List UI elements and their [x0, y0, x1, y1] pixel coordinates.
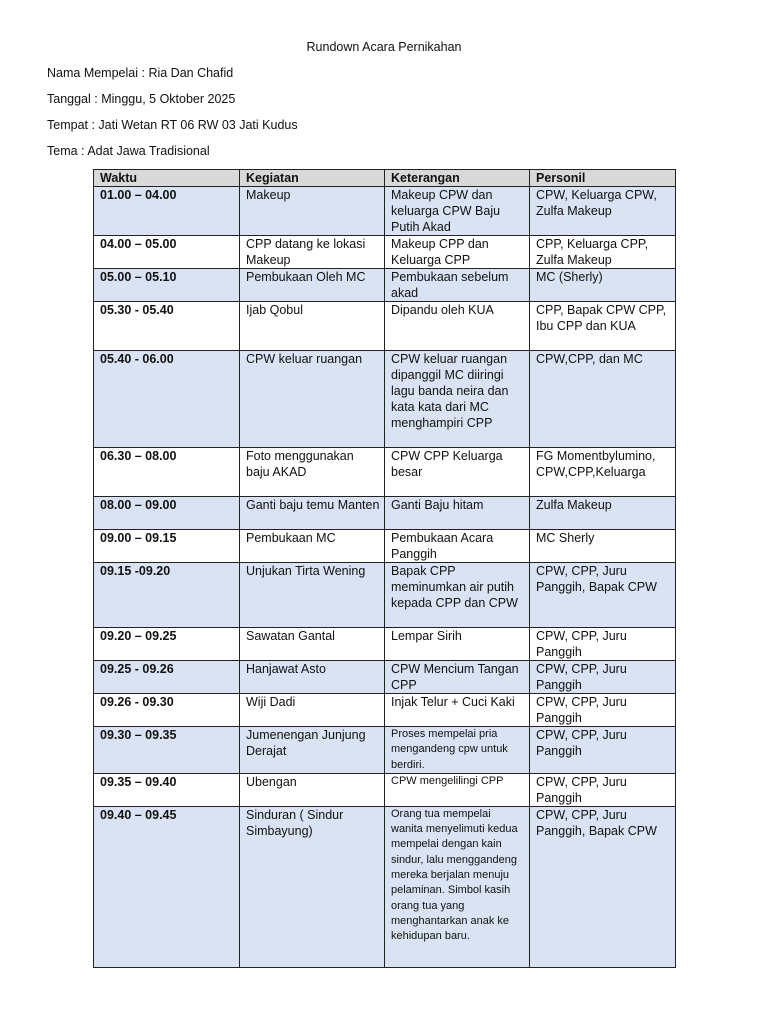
cell-keterangan: Makeup CPP dan Keluarga CPP [385, 236, 530, 269]
meta-tema [47, 144, 210, 158]
table-row [94, 773, 676, 806]
cell-kegiatan: Unjukan Tirta Wening [240, 563, 385, 628]
meta-label: Nama Mempelai [47, 66, 139, 80]
cell-kegiatan: Sawatan Gantal [240, 628, 385, 661]
cell-keterangan: CPW keluar ruangan dipanggil MC diiringi lagu banda neira dan kata kata dari MC menghampiri CPP [385, 351, 530, 448]
cell-kegiatan: CPP datang ke lokasi Makeup [240, 236, 385, 269]
table-row [94, 448, 676, 497]
cell-kegiatan: Wiji Dadi [240, 694, 385, 727]
cell-personil: CPW, CPP, Juru Panggih [530, 773, 676, 806]
cell-waktu: 09.25 - 09.26 [94, 661, 240, 694]
cell-personil: MC (Sherly) [530, 269, 676, 302]
rundown-table [93, 169, 676, 968]
cell-kegiatan: Ijab Qobul [240, 302, 385, 351]
cell-personil: MC Sherly [530, 530, 676, 563]
cell-personil: CPW, Keluarga CPW, Zulfa Makeup [530, 187, 676, 236]
cell-kegiatan: Pembukaan Oleh MC [240, 269, 385, 302]
header-personil: Personil [530, 170, 676, 187]
cell-waktu: 09.15 -09.20 [94, 563, 240, 628]
meta-tanggal [47, 92, 235, 106]
cell-keterangan: CPW Mencium Tangan CPP [385, 661, 530, 694]
table-row [94, 269, 676, 302]
cell-waktu: 05.40 - 06.00 [94, 351, 240, 448]
cell-personil: CPW, CPP, Juru Panggih [530, 694, 676, 727]
table-header-row [94, 170, 676, 187]
cell-waktu: 09.26 - 09.30 [94, 694, 240, 727]
cell-personil: CPW, CPP, Juru Panggih [530, 628, 676, 661]
cell-keterangan: Proses mempelai pria mengandeng cpw untuk berdiri. [385, 727, 530, 774]
meta-label: Tempat [47, 118, 88, 132]
cell-personil: CPW, CPP, Juru Panggih, Bapak CPW [530, 563, 676, 628]
meta-value: Minggu, 5 Oktober 2025 [101, 92, 236, 106]
header-waktu: Waktu [94, 170, 240, 187]
cell-personil: FG Momentbylumino, CPW,CPP,Keluarga [530, 448, 676, 497]
cell-keterangan: CPW mengelilingi CPP [385, 773, 530, 806]
meta-label: Tanggal [47, 92, 91, 106]
table-row [94, 187, 676, 236]
cell-keterangan: Orang tua mempelai wanita menyelimuti kedua mempelai dengan kain sindur, lalu menggandeng mereka berjalan menuju pelaminan. Simbol kasih orang tua yang menghantarkan anak ke kehidupan baru. [385, 806, 530, 967]
meta-value: Adat Jawa Tradisional [87, 144, 210, 158]
cell-waktu: 05.30 - 05.40 [94, 302, 240, 351]
table-row [94, 628, 676, 661]
cell-keterangan: Ganti Baju hitam [385, 497, 530, 530]
table-row [94, 727, 676, 774]
cell-kegiatan: Foto menggunakan baju AKAD [240, 448, 385, 497]
meta-separator: : [77, 144, 88, 158]
cell-personil: CPW, CPP, Juru Panggih, Bapak CPW [530, 806, 676, 967]
table-row [94, 530, 676, 563]
cell-personil: CPW, CPP, Juru Panggih [530, 727, 676, 774]
meta-separator: : [90, 92, 102, 106]
meta-separator: : [88, 118, 99, 132]
meta-value: Jati Wetan RT 06 RW 03 Jati Kudus [98, 118, 298, 132]
cell-personil: CPW,CPP, dan MC [530, 351, 676, 448]
cell-kegiatan: Jumenengan Junjung Derajat [240, 727, 385, 774]
cell-keterangan: Dipandu oleh KUA [385, 302, 530, 351]
cell-kegiatan: Makeup [240, 187, 385, 236]
cell-waktu: 08.00 – 09.00 [94, 497, 240, 530]
cell-waktu: 09.00 – 09.15 [94, 530, 240, 563]
cell-kegiatan: Sinduran ( Sindur Simbayung) [240, 806, 385, 967]
table-row [94, 806, 676, 967]
cell-keterangan: Injak Telur + Cuci Kaki [385, 694, 530, 727]
cell-kegiatan: Ubengan [240, 773, 385, 806]
meta-value: Ria Dan Chafid [148, 66, 234, 80]
cell-waktu: 09.20 – 09.25 [94, 628, 240, 661]
meta-separator: : [138, 66, 149, 80]
table-row [94, 497, 676, 530]
cell-waktu: 09.40 – 09.45 [94, 806, 240, 967]
cell-kegiatan: Ganti baju temu Manten [240, 497, 385, 530]
cell-personil: CPW, CPP, Juru Panggih [530, 661, 676, 694]
table-row [94, 661, 676, 694]
cell-keterangan: Bapak CPP meminumkan air putih kepada CPP dan CPW [385, 563, 530, 628]
cell-kegiatan: Hanjawat Asto [240, 661, 385, 694]
cell-waktu: 09.30 – 09.35 [94, 727, 240, 774]
cell-waktu: 06.30 – 08.00 [94, 448, 240, 497]
cell-keterangan: Pembukaan sebelum akad [385, 269, 530, 302]
header-keterangan: Keterangan [385, 170, 530, 187]
cell-personil: Zulfa Makeup [530, 497, 676, 530]
cell-personil: CPP, Bapak CPW CPP, Ibu CPP dan KUA [530, 302, 676, 351]
cell-keterangan: Pembukaan Acara Panggih [385, 530, 530, 563]
header-kegiatan: Kegiatan [240, 170, 385, 187]
cell-waktu: 04.00 – 05.00 [94, 236, 240, 269]
cell-personil: CPP, Keluarga CPP, Zulfa Makeup [530, 236, 676, 269]
table-row [94, 694, 676, 727]
table-row [94, 563, 676, 628]
meta-nama-mempelai [47, 66, 233, 80]
meta-tempat [47, 118, 298, 132]
table-row [94, 351, 676, 448]
document-title: Rundown Acara Pernikahan [306, 40, 462, 54]
cell-waktu: 01.00 – 04.00 [94, 187, 240, 236]
cell-keterangan: CPW CPP Keluarga besar [385, 448, 530, 497]
cell-waktu: 05.00 – 05.10 [94, 269, 240, 302]
table-row [94, 302, 676, 351]
cell-waktu: 09.35 – 09.40 [94, 773, 240, 806]
cell-keterangan: Lempar Sirih [385, 628, 530, 661]
cell-kegiatan: Pembukaan MC [240, 530, 385, 563]
table-row [94, 236, 676, 269]
meta-label: Tema [47, 144, 78, 158]
cell-kegiatan: CPW keluar ruangan [240, 351, 385, 448]
cell-keterangan: Makeup CPW dan keluarga CPW Baju Putih Akad [385, 187, 530, 236]
